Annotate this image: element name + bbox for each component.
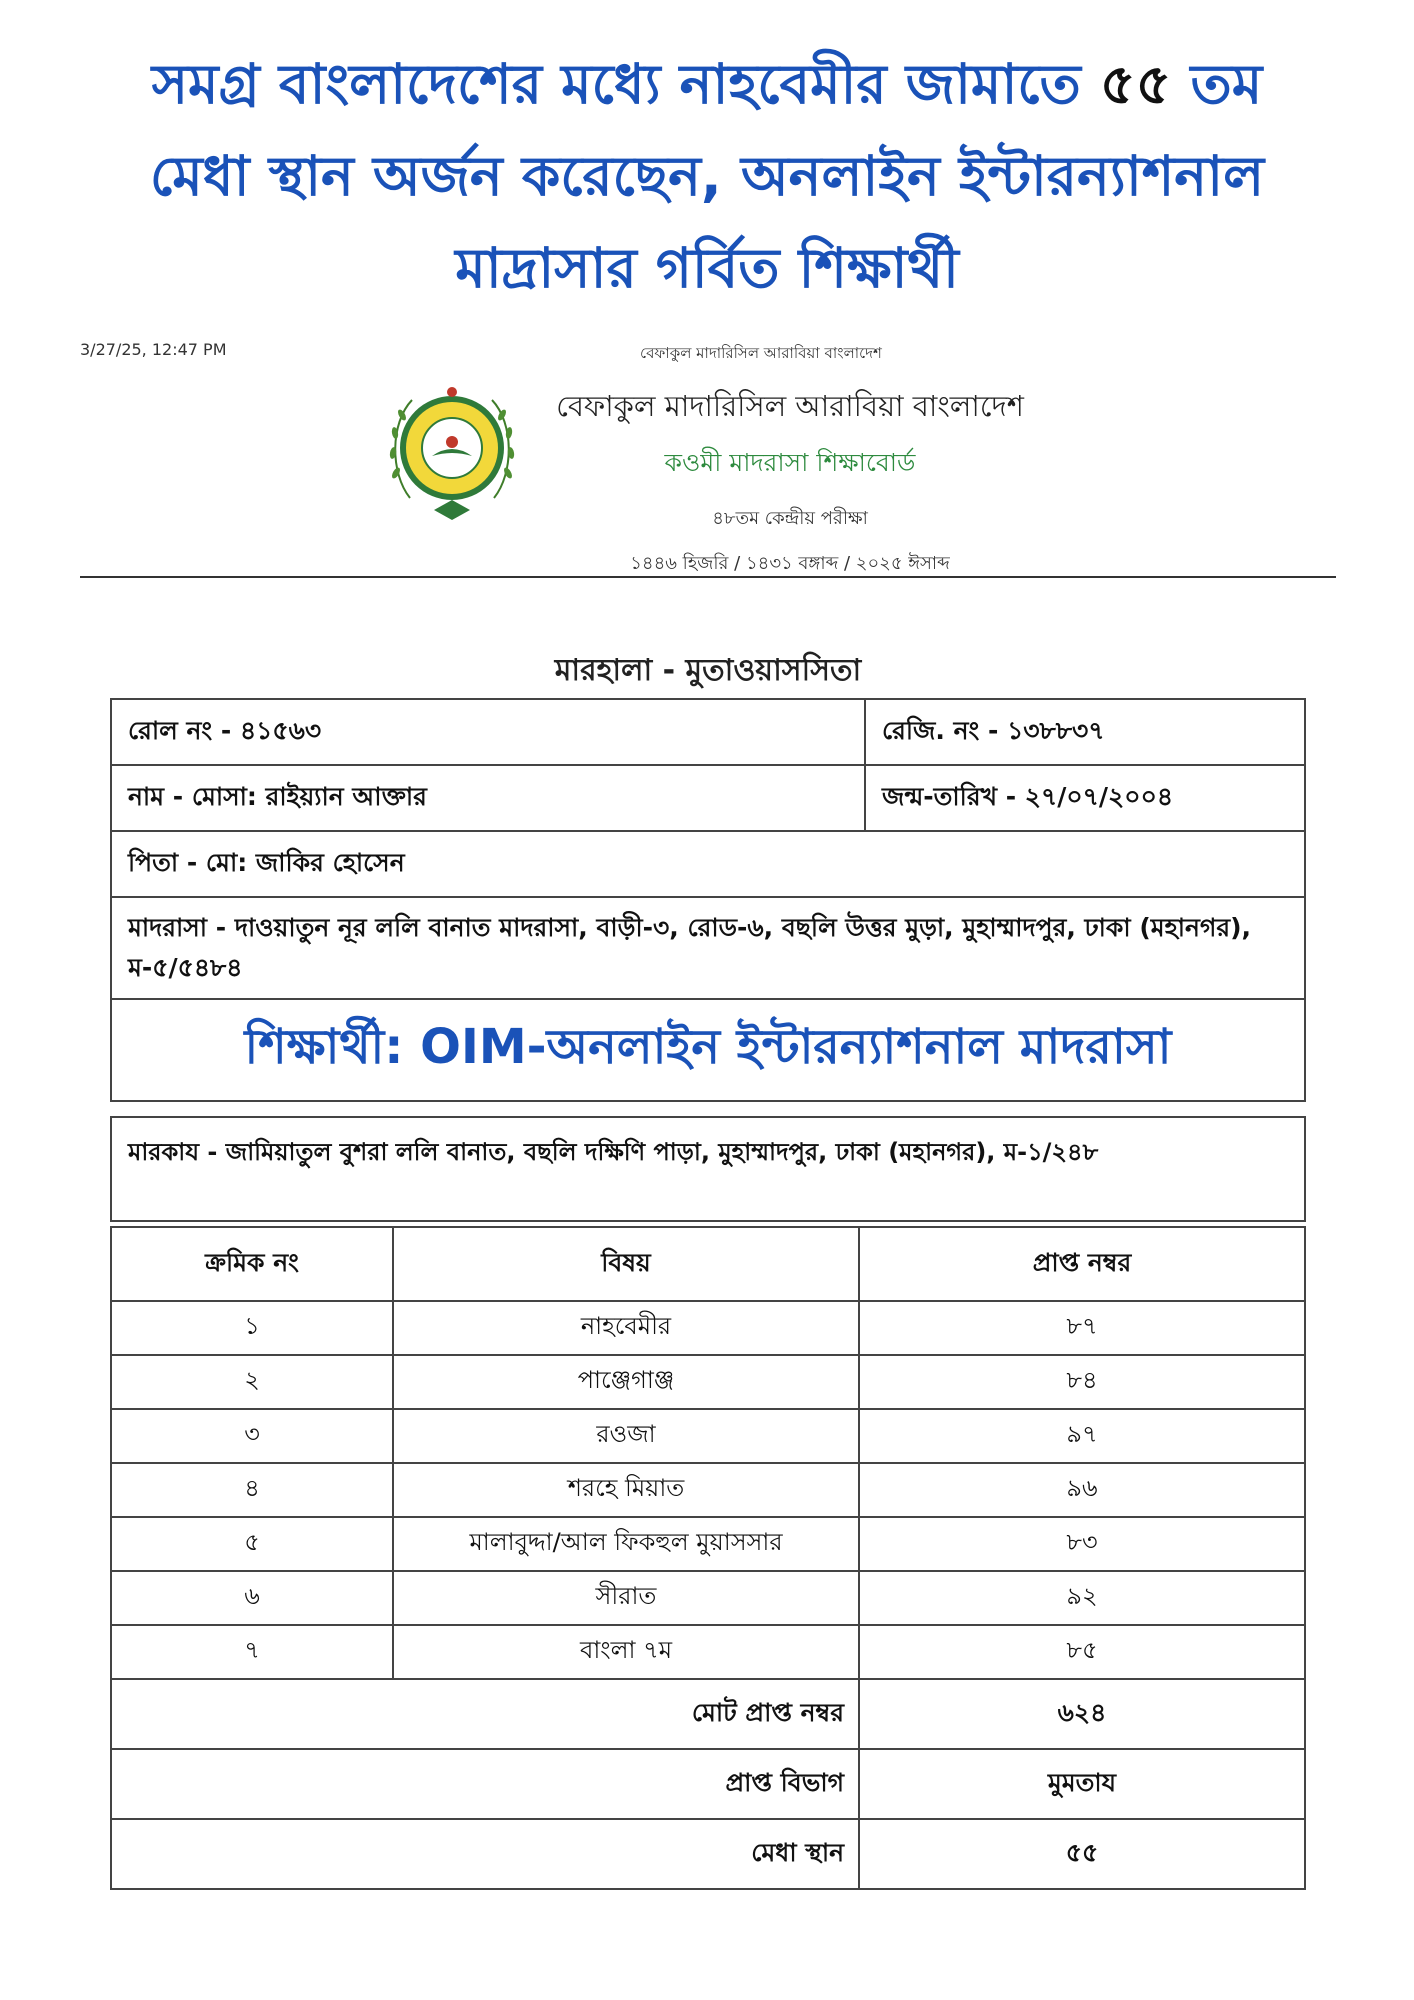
print-datetime: 3/27/25, 12:47 PM <box>80 340 227 359</box>
header-subject: বিষয় <box>393 1227 859 1301</box>
row-serial: ৭ <box>111 1625 393 1679</box>
table-row <box>111 1463 1305 1517</box>
row-serial: ১ <box>111 1301 393 1355</box>
oim-overlay-banner: শিক্ষার্থী: OIM-অনলাইন ইন্টারন্যাশনাল মাদরাসা <box>111 999 1305 1101</box>
date-of-birth: জন্ম-তারিখ - ২৭/০৭/২০০৪ <box>865 765 1305 831</box>
row-subject: নাহবেমীর <box>393 1301 859 1355</box>
student-name: নাম - মোসা: রাইয়্যান আক্তার <box>111 765 865 831</box>
row-marks: ৯৭ <box>859 1409 1305 1463</box>
row-subject: পাঞ্জেগাঞ্জ <box>393 1355 859 1409</box>
total-label: মোট প্রাপ্ত নম্বর <box>111 1679 859 1749</box>
row-marks: ৯২ <box>859 1571 1305 1625</box>
print-site-title: বেফাকুল মাদারিসিল আরাবিয়া বাংলাদেশ <box>640 344 882 362</box>
table-row <box>111 1625 1305 1679</box>
board-subtitle: কওমী মাদরাসা শিক্ষাবোর্ড <box>664 448 916 477</box>
row-serial: ২ <box>111 1355 393 1409</box>
marks-table <box>110 1226 1306 1890</box>
row-serial: ৩ <box>111 1409 393 1463</box>
row-serial: ৫ <box>111 1517 393 1571</box>
exam-title: ৪৮তম কেন্দ্রীয় পরীক্ষা <box>712 508 868 529</box>
row-marks: ৮৪ <box>859 1355 1305 1409</box>
student-info-table <box>110 698 1306 1102</box>
row-marks: ৯৬ <box>859 1463 1305 1517</box>
merit-row <box>111 1819 1305 1889</box>
table-row <box>111 1301 1305 1355</box>
merit-value: ৫৫ <box>859 1819 1305 1889</box>
registration-number: রেজি. নং - ১৩৮৮৩৭ <box>865 699 1305 765</box>
table-row <box>111 1517 1305 1571</box>
row-subject: শরহে মিয়াত <box>393 1463 859 1517</box>
headline-rank: ৫৫ <box>1099 52 1172 116</box>
row-serial: ৪ <box>111 1463 393 1517</box>
merit-label: মেধা স্থান <box>111 1819 859 1889</box>
row-subject: সীরাত <box>393 1571 859 1625</box>
row-serial: ৬ <box>111 1571 393 1625</box>
row-marks: ৮৫ <box>859 1625 1305 1679</box>
roll-number: রোল নং - ৪১৫৬৩ <box>111 699 865 765</box>
total-value: ৬২৪ <box>859 1679 1305 1749</box>
board-header <box>540 384 1040 580</box>
madrasa-address: মাদরাসা - দাওয়াতুন নূর ললি বানাত মাদরাসা, বাড়ী-৩, রোড-৬, বছলি উত্তর মুড়া, মুহাম্মাদপুর, ঢাকা (মহানগর), ম-৫/৫৪৮৪ <box>111 897 1305 999</box>
stage-title: মারহালা - মুতাওয়াসসিতা <box>554 653 862 688</box>
header-serial: ক্রমিক নং <box>111 1227 393 1301</box>
total-row <box>111 1679 1305 1749</box>
division-label: প্রাপ্ত বিভাগ <box>111 1749 859 1819</box>
division-row <box>111 1749 1305 1819</box>
board-name: বেফাকুল মাদারিসিল আরাবিয়া বাংলাদেশ <box>556 389 1024 423</box>
header-divider <box>80 576 1336 578</box>
row-marks: ৮৩ <box>859 1517 1305 1571</box>
table-row <box>111 1409 1305 1463</box>
row-subject: মালাবুদ্দা/আল ফিকহুল মুয়াসসার <box>393 1517 859 1571</box>
division-value: মুমতায <box>859 1749 1305 1819</box>
exam-year: ১৪৪৬ হিজরি / ১৪৩১ বঙ্গাব্দ / ২০২৫ ঈসাব্দ <box>630 553 950 574</box>
headline-line-2: মেধা স্থান অর্জন করেছেন, অনলাইন ইন্টারন্যাশনাল <box>149 144 1265 208</box>
row-subject: বাংলা ৭ম <box>393 1625 859 1679</box>
markaz-address: মারকায - জামিয়াতুল বুশরা ললি বানাত, বছলি দক্ষিণি পাড়া, মুহাম্মাদপুর, ঢাকা (মহানগর), ম-১/২৪৮ <box>110 1116 1306 1222</box>
header-marks: প্রাপ্ত নম্বর <box>859 1227 1305 1301</box>
headline <box>40 38 1374 314</box>
row-marks: ৮৭ <box>859 1301 1305 1355</box>
row-subject: রওজা <box>393 1409 859 1463</box>
headline-line-3: মাদ্রাসার গর্বিত শিক্ষার্থী <box>455 236 959 300</box>
headline-line-1: সমগ্র বাংলাদেশের মধ্যে নাহবেমীর জামাতে ৫৫ তম <box>151 52 1263 116</box>
father-name: পিতা - মো: জাকির হোসেন <box>111 831 1305 897</box>
table-row <box>111 1355 1305 1409</box>
board-emblem-icon <box>382 378 522 528</box>
table-row <box>111 1571 1305 1625</box>
